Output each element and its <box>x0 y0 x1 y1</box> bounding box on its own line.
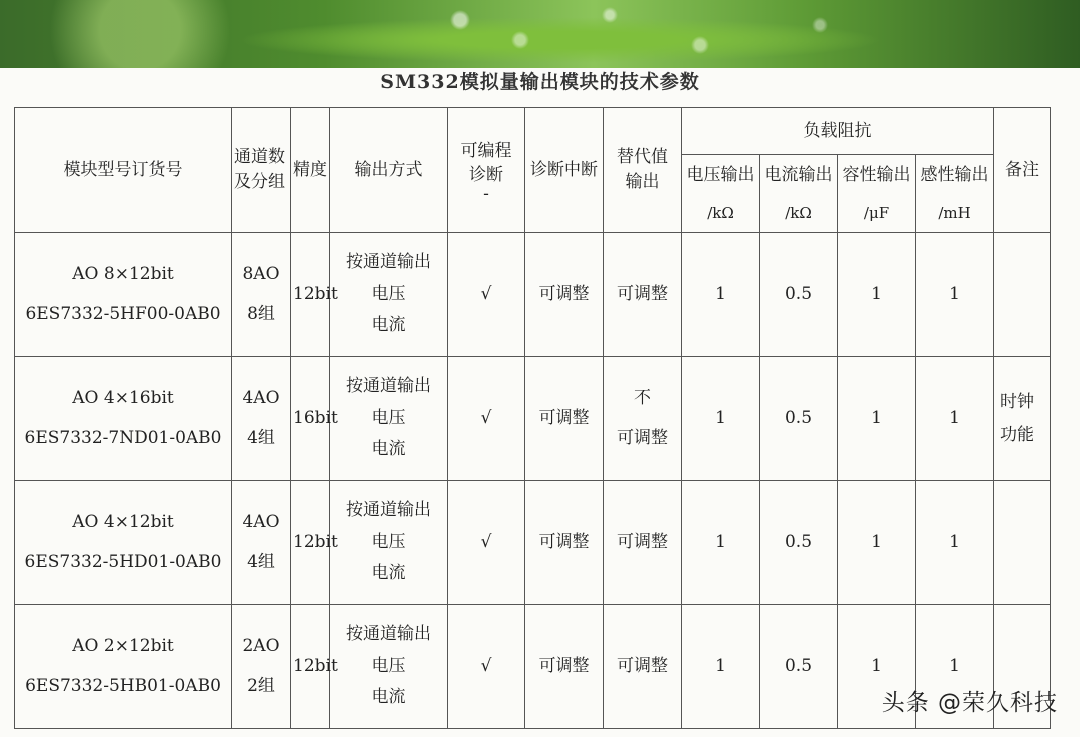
header-voltage-label: 电压输出 <box>686 164 755 185</box>
order-number: 6ES7332-5HB01-0AB0 <box>25 675 221 696</box>
output-mode-line: 按通道输出 <box>346 252 431 273</box>
precision-cell: 12bit <box>291 605 330 729</box>
output-voltage: 电压 <box>371 655 406 676</box>
inductive-load-cell: 1 <box>916 605 994 729</box>
remark-cell <box>994 233 1051 357</box>
channels-cell <box>232 357 291 481</box>
header-load: 负载阻抗 <box>682 108 994 155</box>
current-load-cell: 0.5 <box>760 481 838 605</box>
header-current-label: 电流输出 <box>764 164 833 185</box>
leaf-banner-image <box>0 0 1080 68</box>
channels-group: 4组 <box>247 427 275 448</box>
header-channels: 通道数及分组 <box>232 108 291 233</box>
channels-count: 2AO <box>242 636 280 657</box>
output-voltage: 电压 <box>371 283 406 304</box>
output-current: 电流 <box>371 687 406 708</box>
header-diag-dash: - <box>483 183 489 204</box>
substitute-cell <box>604 481 682 605</box>
channels-group: 8组 <box>247 303 275 324</box>
programmable-diag-check: √ <box>448 605 525 729</box>
header-precision: 精度 <box>291 108 330 233</box>
output-voltage: 电压 <box>371 531 406 552</box>
model-cell <box>15 605 232 729</box>
header-voltage-unit: /kΩ <box>707 203 734 222</box>
order-number: 6ES7332-5HF00-0AB0 <box>25 303 221 324</box>
substitute-line1: 可调整 <box>617 283 668 304</box>
header-output-mode: 输出方式 <box>330 108 448 233</box>
channels-count: 8AO <box>242 264 280 285</box>
output-mode-cell <box>330 481 448 605</box>
model-name: AO 4×12bit <box>72 512 174 533</box>
output-voltage: 电压 <box>371 407 406 428</box>
header-remark: 备注 <box>994 108 1051 233</box>
current-load-cell: 0.5 <box>760 233 838 357</box>
channels-cell <box>232 605 291 729</box>
model-name: AO 8×12bit <box>72 264 174 285</box>
capacitive-load-cell: 1 <box>838 357 916 481</box>
model-cell <box>15 357 232 481</box>
order-number: 6ES7332-5HD01-0AB0 <box>24 551 222 572</box>
header-programmable-diag-label: 可编程诊断 <box>460 140 512 186</box>
header-current-unit: /kΩ <box>785 203 812 222</box>
current-load-cell: 0.5 <box>760 605 838 729</box>
diag-interrupt-cell: 可调整 <box>525 481 604 605</box>
inductive-load-cell: 1 <box>916 233 994 357</box>
header-programmable-diag <box>448 108 525 233</box>
channels-group: 4组 <box>247 551 275 572</box>
channels-count: 4AO <box>242 512 280 533</box>
header-diag-interrupt: 诊断中断 <box>525 108 604 233</box>
table-row <box>15 481 1051 605</box>
diag-interrupt-cell: 可调整 <box>525 605 604 729</box>
output-current: 电流 <box>371 563 406 584</box>
programmable-diag-check: √ <box>448 357 525 481</box>
capacitive-load-cell: 1 <box>838 233 916 357</box>
order-number: 6ES7332-7ND01-0AB0 <box>24 427 222 448</box>
header-capacitive-label: 容性输出 <box>842 164 911 185</box>
diag-interrupt-cell: 可调整 <box>525 357 604 481</box>
header-capacitive-unit: /μF <box>863 203 890 222</box>
output-current: 电流 <box>371 439 406 460</box>
header-row-1 <box>15 108 1051 155</box>
watermark: 头条 @荣久科技 <box>881 690 1058 716</box>
substitute-cell <box>604 233 682 357</box>
remark-line1: 时钟 <box>1000 392 1034 413</box>
model-cell <box>15 481 232 605</box>
header-inductive <box>916 155 994 233</box>
model-cell <box>15 233 232 357</box>
header-current <box>760 155 838 233</box>
substitute-line1: 可调整 <box>617 655 668 676</box>
remark-line2: 功能 <box>1000 424 1034 445</box>
output-mode-cell <box>330 357 448 481</box>
channels-count: 4AO <box>242 388 280 409</box>
capacitive-load-cell: 1 <box>838 481 916 605</box>
output-mode-line: 按通道输出 <box>346 500 431 521</box>
channels-cell <box>232 481 291 605</box>
precision-cell: 12bit <box>291 481 330 605</box>
current-load-cell: 0.5 <box>760 357 838 481</box>
precision-cell: 12bit <box>291 233 330 357</box>
header-inductive-unit: /mH <box>938 203 971 222</box>
substitute-line1: 可调整 <box>617 531 668 552</box>
programmable-diag-check: √ <box>448 481 525 605</box>
substitute-cell <box>604 605 682 729</box>
voltage-load-cell: 1 <box>682 605 760 729</box>
remark-cell <box>994 357 1051 481</box>
channels-cell <box>232 233 291 357</box>
table-row <box>15 357 1051 481</box>
programmable-diag-check: √ <box>448 233 525 357</box>
inductive-load-cell: 1 <box>916 481 994 605</box>
output-mode-cell <box>330 605 448 729</box>
inductive-load-cell: 1 <box>916 357 994 481</box>
header-substitute <box>604 108 682 233</box>
header-inductive-label: 感性输出 <box>920 164 989 185</box>
table-row <box>15 233 1051 357</box>
header-voltage <box>682 155 760 233</box>
model-name: AO 2×12bit <box>72 636 174 657</box>
header-substitute-label: 替代值输出 <box>617 147 668 192</box>
output-current: 电流 <box>371 315 406 336</box>
remark-cell <box>994 481 1051 605</box>
output-mode-cell <box>330 233 448 357</box>
output-mode-line: 按通道输出 <box>346 376 431 397</box>
substitute-line1: 不 <box>634 388 651 409</box>
page-title: SM332模拟量输出模块的技术参数 <box>380 71 700 93</box>
voltage-load-cell: 1 <box>682 357 760 481</box>
voltage-load-cell: 1 <box>682 233 760 357</box>
diag-interrupt-cell: 可调整 <box>525 233 604 357</box>
precision-cell: 16bit <box>291 357 330 481</box>
channels-group: 2组 <box>247 675 275 696</box>
header-capacitive <box>838 155 916 233</box>
output-mode-line: 按通道输出 <box>346 624 431 645</box>
substitute-line2: 可调整 <box>617 427 668 448</box>
spec-table <box>14 107 1051 729</box>
header-model: 模块型号订货号 <box>15 108 232 233</box>
model-name: AO 4×16bit <box>72 388 174 409</box>
voltage-load-cell: 1 <box>682 481 760 605</box>
capacitive-load-cell: 1 <box>838 605 916 729</box>
substitute-cell <box>604 357 682 481</box>
